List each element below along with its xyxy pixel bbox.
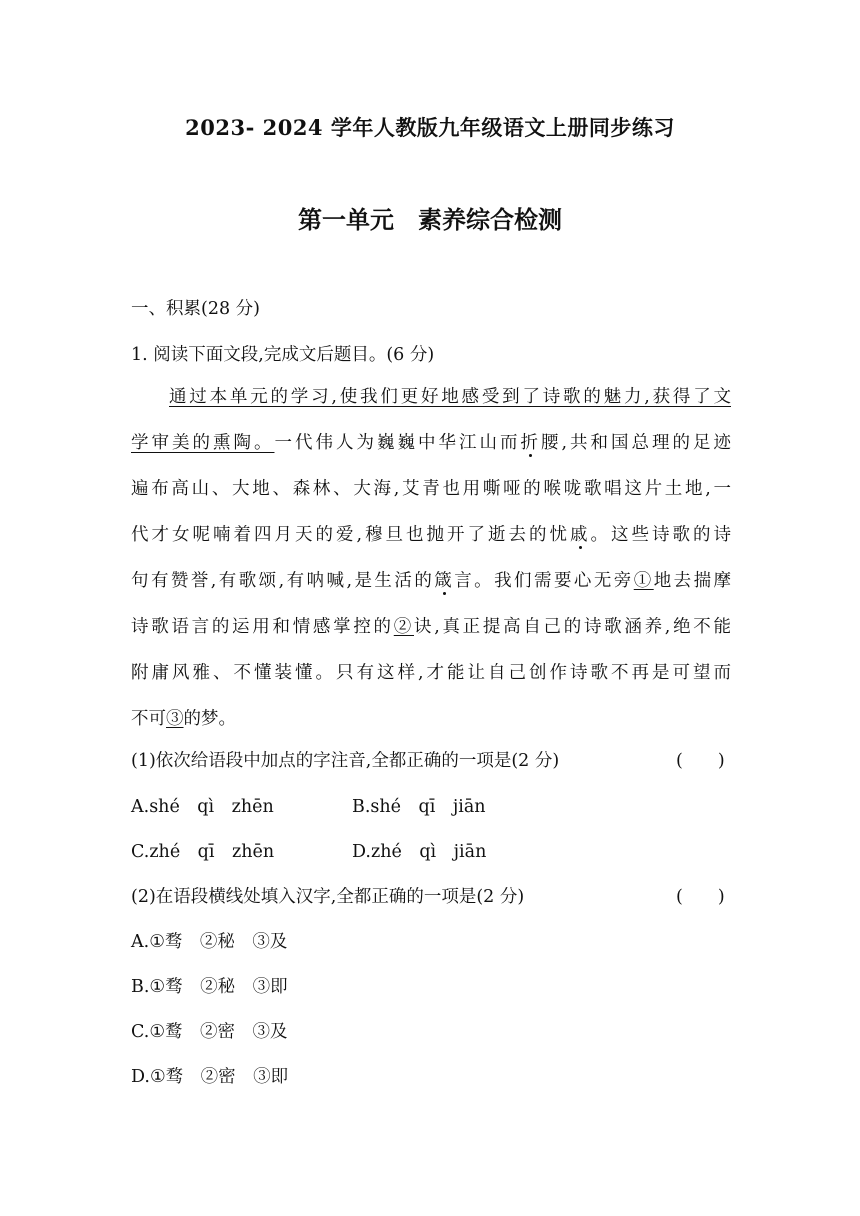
option-b[interactable]: B.shé qī jiān [352, 797, 486, 817]
fill-blank-3[interactable]: ③ [166, 709, 184, 729]
section-heading: 一、积累(28 分) [131, 299, 260, 319]
fill-blank-1[interactable]: ① [633, 571, 654, 591]
passage-text: 一代伟人为巍巍中华江山而 [274, 433, 521, 453]
passage-line [131, 466, 731, 512]
worksheet-title: 2023- 2024 学年人教版九年级语文上册同步练习 [185, 115, 675, 140]
passage-text: 腰,共和国总理的足迹 [540, 433, 732, 453]
passage-line [131, 650, 731, 696]
passage-text: 诗歌语言的运用和情感掌控的 [131, 617, 394, 637]
passage-line [131, 420, 731, 466]
reading-passage [131, 374, 731, 742]
unit-title: 第一单元 素养综合检测 [298, 206, 562, 234]
passage-text: 诀,真正提高自己的诗歌涵养,绝不能 [413, 617, 732, 637]
passage-text: 不可 [131, 709, 166, 729]
option-a[interactable]: A.①骛 ②秘 ③及 [131, 932, 288, 952]
answer-parentheses[interactable]: ( ) [676, 887, 725, 907]
question-1-stem: 1. 阅读下面文段,完成文后题目。(6 分) [131, 345, 435, 365]
passage-text: 遍布高山、大地、森林、大海,艾青也用嘶哑的喉咙歌唱这片土地,一 [131, 479, 731, 499]
subquestion-2-stem: (2)在语段横线处填入汉字,全都正确的一项是(2 分) [131, 887, 525, 907]
dotted-character: 戚 [570, 525, 591, 545]
passage-text: 。这些诗歌的诗 [590, 525, 732, 545]
passage-line [131, 512, 731, 558]
passage-text: 代才女呢喃着四月天的爱,穆旦也抛开了逝去的忧 [131, 525, 571, 545]
underlined-sentence: 通过本单元的学习,使我们更好地感受到了诗歌的魅力,获得了文 [169, 387, 731, 407]
dotted-character: 箴 [434, 571, 455, 591]
option-c[interactable]: C.zhé qī zhēn [131, 842, 275, 862]
dotted-character: 折 [520, 433, 541, 453]
answer-parentheses[interactable]: ( ) [676, 751, 725, 771]
passage-line [131, 558, 731, 604]
fill-blank-2[interactable]: ② [393, 617, 414, 637]
subquestion-1-stem: (1)依次给语段中加点的字注音,全都正确的一项是(2 分) [131, 751, 560, 771]
option-d[interactable]: D.①骛 ②密 ③即 [131, 1067, 289, 1087]
passage-text: 言。我们需要心无旁 [454, 571, 634, 591]
underlined-sentence: 学审美的熏陶。 [131, 433, 275, 453]
passage-text: 地去揣摩 [653, 571, 732, 591]
passage-text: 句有赞誉,有歌颂,有呐喊,是生活的 [131, 571, 435, 591]
passage-line [131, 604, 731, 650]
passage-line [131, 696, 731, 742]
option-d[interactable]: D.zhé qì jiān [352, 842, 487, 862]
option-b[interactable]: B.①骛 ②秘 ③即 [131, 977, 288, 997]
option-c[interactable]: C.①鹜 ②密 ③及 [131, 1022, 288, 1042]
passage-line [131, 374, 731, 420]
passage-text: 的梦。 [183, 709, 236, 729]
passage-text: 附庸风雅、不懂装懂。只有这样,才能让自己创作诗歌不再是可望而 [131, 663, 731, 683]
option-a[interactable]: A.shé qì zhēn [131, 797, 274, 817]
